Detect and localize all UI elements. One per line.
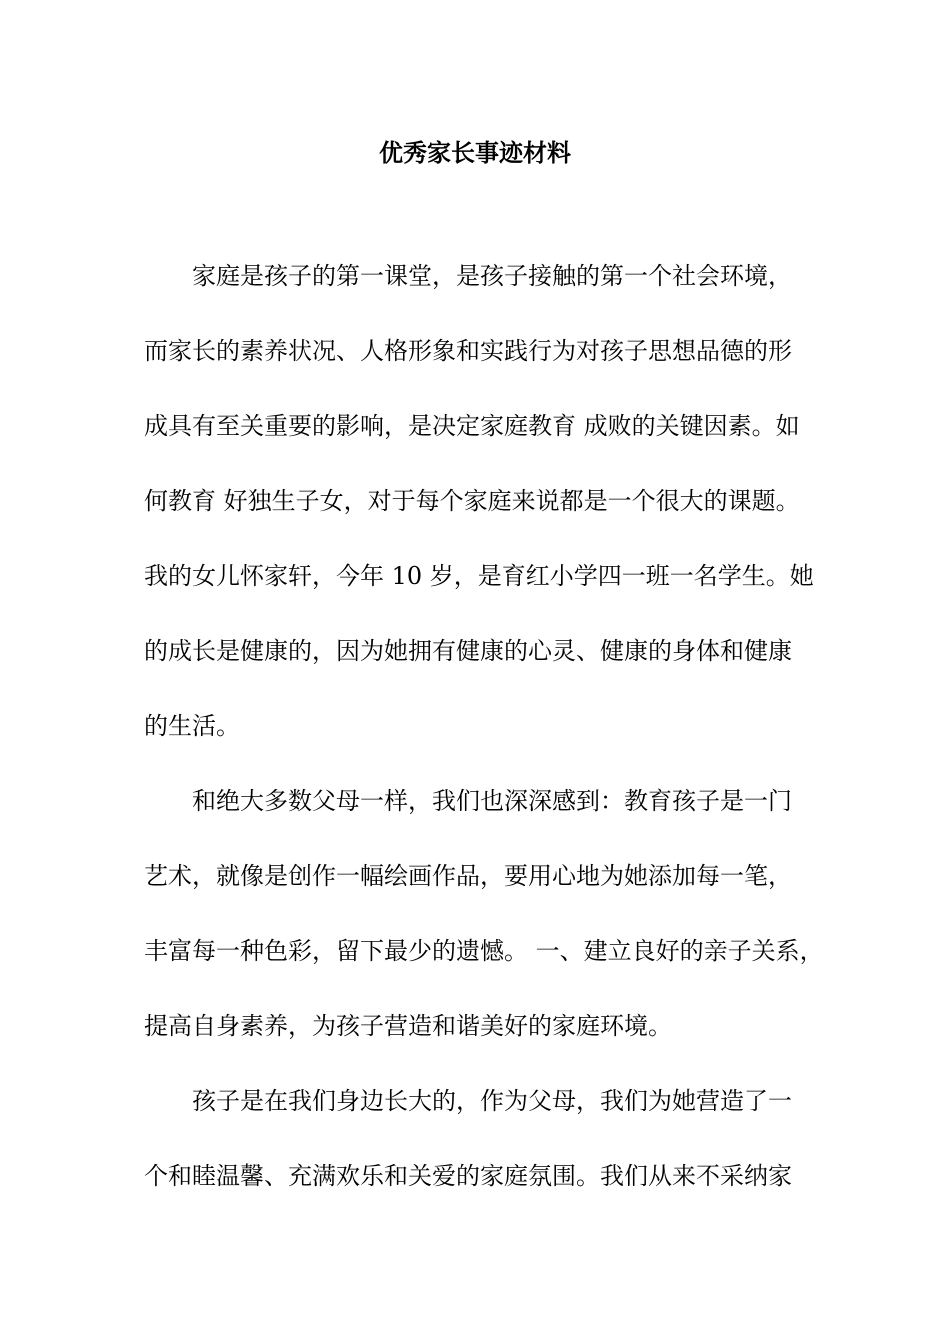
document-title: 优秀家长事迹材料 [379,138,571,167]
paragraph-line: 提高自身素养，为孩子营造和谐美好的家庭环境。 [144,1012,672,1040]
paragraph-line: 何教育 好独生子女，对于每个家庭来说都是一个很大的课题。 [144,487,800,515]
paragraph-line: 成具有至关重要的影响，是决定家庭教育 成败的关键因素。如 [144,412,800,440]
paragraph-line: 的生活。 [144,712,240,740]
paragraph-line: 丰富每一种色彩，留下最少的遗憾。 一、建立良好的亲子关系， [144,937,824,965]
paragraph-line: 我的女儿怀家轩，今年 10 岁，是育红小学四一班一名学生。她 [144,562,814,590]
paragraph-line: 个和睦温馨、充满欢乐和关爱的家庭氛围。我们从来不采纳家 [144,1162,792,1190]
paragraph-line: 孩子是在我们身边长大的，作为父母，我们为她营造了一 [192,1087,792,1115]
paragraph-line: 艺术，就像是创作一幅绘画作品，要用心地为她添加每一笔， [144,862,792,890]
paragraph-line: 而家长的素养状况、人格形象和实践行为对孩子思想品德的形 [144,337,792,365]
paragraph-line: 和绝大多数父母一样，我们也深深感到：教育孩子是一门 [192,787,792,815]
paragraph-line: 家庭是孩子的第一课堂，是孩子接触的第一个社会环境， [192,262,792,290]
paragraph-line: 的成长是健康的，因为她拥有健康的心灵、健康的身体和健康 [144,637,792,665]
